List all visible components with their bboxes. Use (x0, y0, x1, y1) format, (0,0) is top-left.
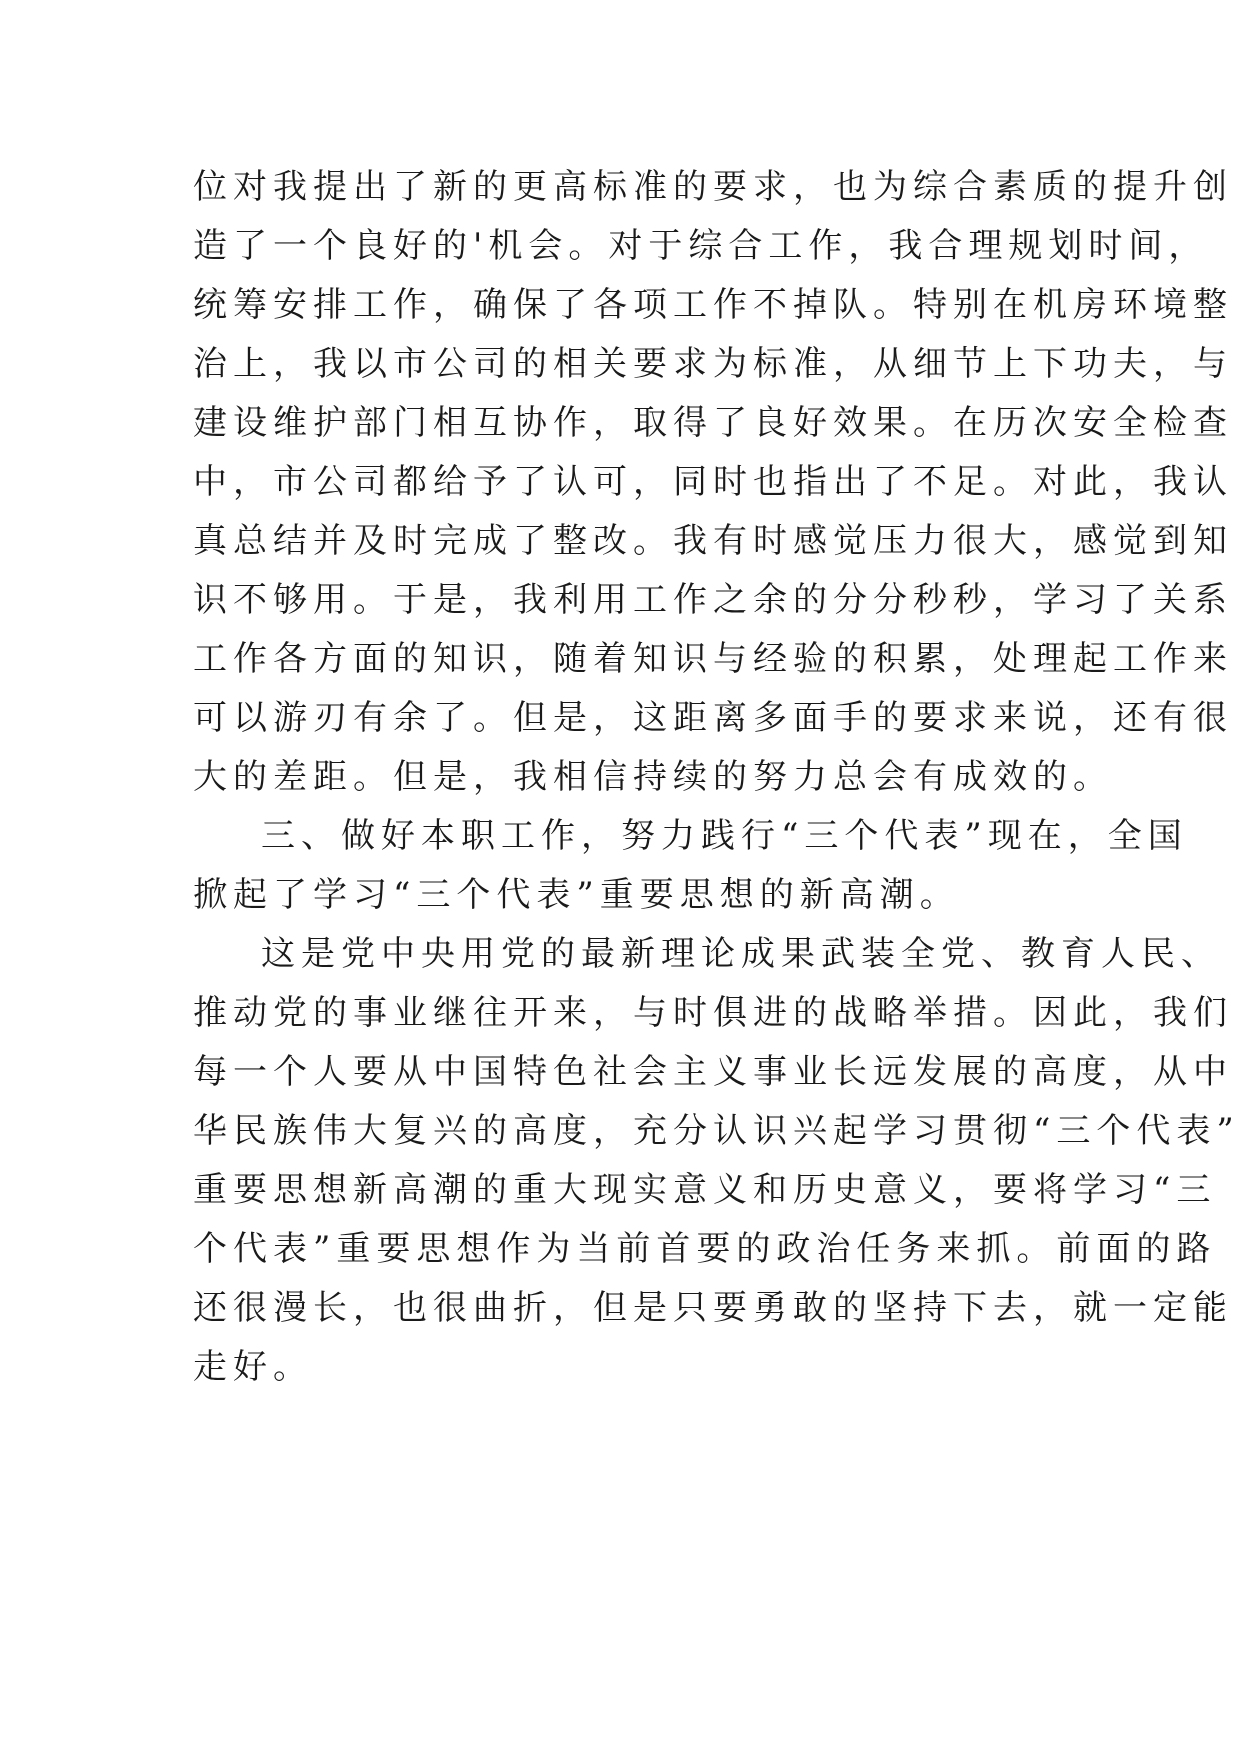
text-line: 工作各方面的知识，随着知识与经验的积累，处理起工作来 (193, 639, 1233, 679)
text-line: 重要思想新高潮的重大现实意义和历史意义，要将学习“三 (193, 1170, 1217, 1210)
text-line: 推动党的事业继往开来，与时俱进的战略举措。因此，我们 (193, 993, 1233, 1033)
body-text (193, 158, 1240, 1397)
section-heading-line: 三、做好本职工作，努力践行“三个代表”现在，全国 (261, 816, 1188, 856)
text-line: 华民族伟大复兴的高度，充分认识兴起学习贯彻“三个代表” (193, 1111, 1240, 1151)
text-line: 建设维护部门相互协作，取得了良好效果。在历次安全检查 (193, 403, 1233, 443)
text-line: 治上，我以市公司的相关要求为标准，从细节上下功夫，与 (193, 344, 1233, 384)
text-line: 掀起了学习“三个代表”重要思想的新高潮。 (193, 875, 960, 915)
text-line: 个代表”重要思想作为当前首要的政治任务来抓。前面的路 (193, 1229, 1217, 1269)
text-line: 还很漫长，也很曲折，但是只要勇敢的坚持下去，就一定能 (193, 1288, 1233, 1328)
text-line: 走好。 (193, 1347, 313, 1387)
text-line: 中，市公司都给予了认可，同时也指出了不足。对此，我认 (193, 462, 1233, 502)
text-line: 大的差距。但是，我相信持续的努力总会有成效的。 (193, 757, 1113, 797)
text-line: 可以游刃有余了。但是，这距离多面手的要求来说，还有很 (193, 698, 1233, 738)
text-line: 识不够用。于是，我利用工作之余的分分秒秒，学习了关系 (193, 580, 1233, 620)
text-line: 统筹安排工作，确保了各项工作不掉队。特别在机房环境整 (193, 285, 1233, 325)
text-line: 位对我提出了新的更高标准的要求，也为综合素质的提升创 (193, 167, 1233, 207)
text-line: 每一个人要从中国特色社会主义事业长远发展的高度，从中 (193, 1052, 1233, 1092)
text-line: 真总结并及时完成了整改。我有时感觉压力很大，感觉到知 (193, 521, 1233, 561)
paragraph-start-line: 这是党中央用党的最新理论成果武装全党、教育人民、 (261, 934, 1221, 974)
text-line: 造了一个良好的'机会。对于综合工作，我合理规划时间， (193, 226, 1209, 266)
